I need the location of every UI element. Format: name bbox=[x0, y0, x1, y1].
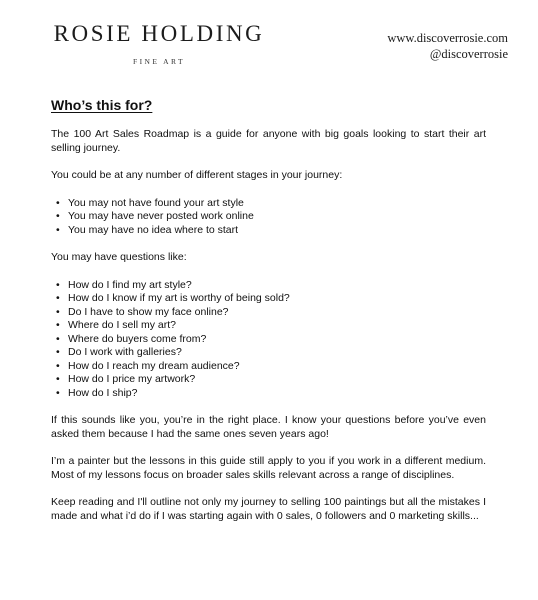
painter-paragraph: I’m a painter but the lessons in this guide still apply to you if you work in a different medium. Most of my lessons focus on broader sales skills relevant across a range of disciplines. bbox=[51, 455, 486, 481]
stages-intro: You could be at any number of different stages in your journey: bbox=[51, 169, 343, 181]
list-item: • How do I know if my art is worthy of being sold? bbox=[51, 292, 486, 306]
list-item: • How do I ship? bbox=[51, 387, 486, 401]
list-item: • You may have no idea where to start bbox=[51, 224, 486, 238]
brand-logo bbox=[48, 22, 270, 67]
list-item: • How do I find my art style? bbox=[51, 279, 486, 293]
list-item: • You may have never posted work online bbox=[51, 210, 486, 224]
list-item: • You may not have found your art style bbox=[51, 197, 486, 211]
section-heading: Who’s this for? bbox=[51, 97, 153, 113]
list-item: • Where do buyers come from? bbox=[51, 333, 486, 347]
brand-subtitle: FINE ART bbox=[133, 57, 185, 66]
list-item: • Do I work with galleries? bbox=[51, 346, 486, 360]
questions-intro: You may have questions like: bbox=[51, 251, 187, 263]
social-handle[interactable]: @discoverrosie bbox=[429, 47, 508, 61]
right-place-paragraph: If this sounds like you, you’re in the right place. I know your questions before you’ve even asked them because I had the same ones seven years ago! bbox=[51, 414, 486, 440]
contact-info bbox=[387, 30, 508, 62]
intro-paragraph: The 100 Art Sales Roadmap is a guide for anyone with big goals looking to start their art selling journey. bbox=[51, 128, 486, 154]
list-item: • How do I price my artwork? bbox=[51, 373, 486, 387]
keep-reading-paragraph: Keep reading and I'll outline not only my journey to selling 100 paintings but all the mistakes I made and what i’d do if I was starting again with 0 sales, 0 followers and 0 marketing skills... bbox=[51, 496, 486, 522]
stages-list bbox=[51, 197, 486, 238]
list-item: • How do I reach my dream audience? bbox=[51, 360, 486, 374]
list-item: • Do I have to show my face online? bbox=[51, 306, 486, 320]
brand-name: ROSIE HOLDING bbox=[53, 21, 265, 46]
main-content bbox=[51, 97, 486, 537]
questions-list bbox=[51, 279, 486, 401]
website-link[interactable]: www.discoverrosie.com bbox=[387, 31, 508, 45]
list-item: • Where do I sell my art? bbox=[51, 319, 486, 333]
